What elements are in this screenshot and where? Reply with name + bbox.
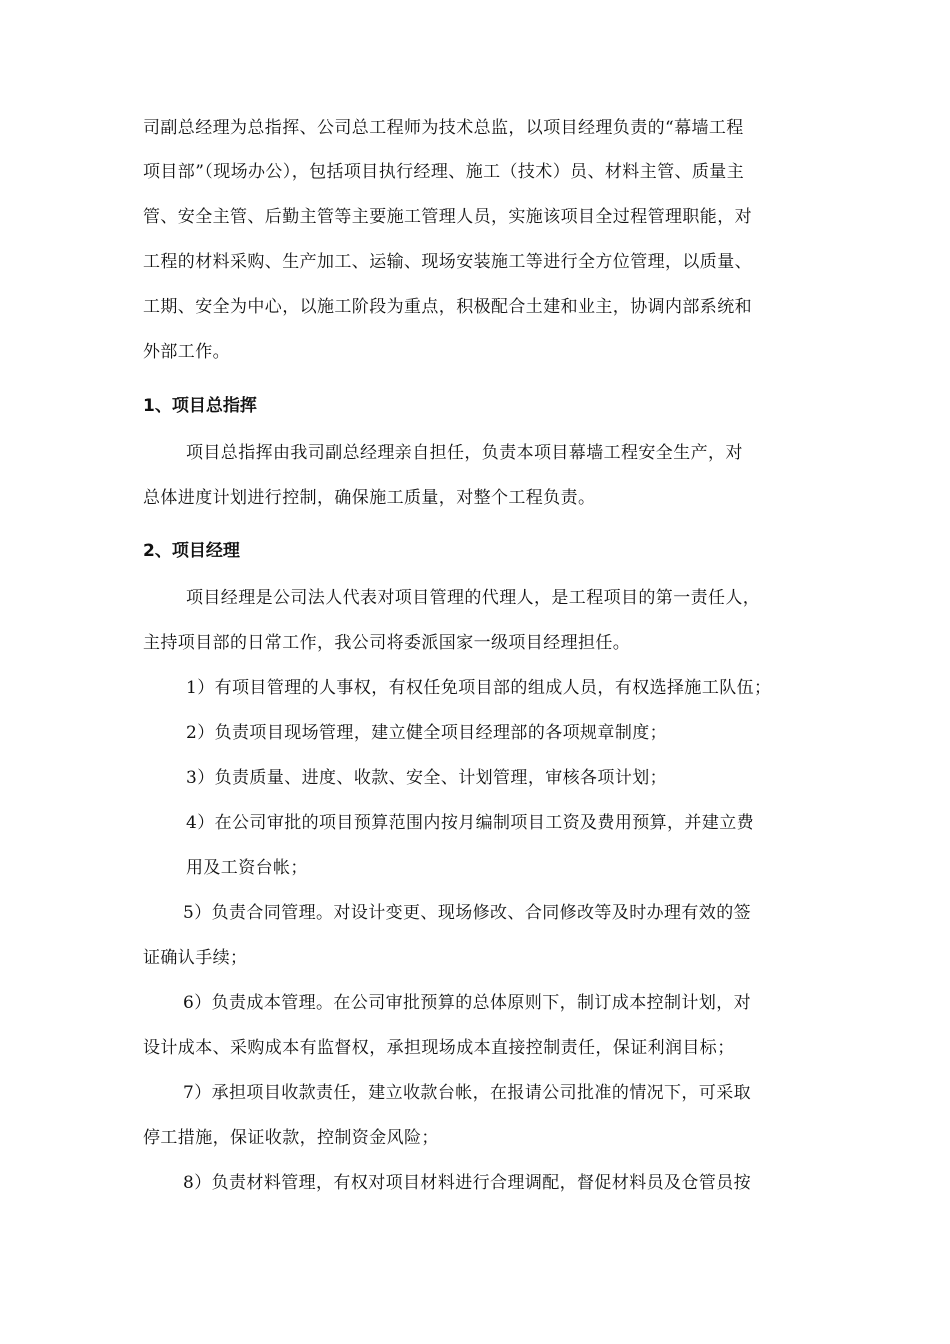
intro-line-1: 司副总经理为总指挥、公司总工程师为技术总监，以项目经理负责的“幕墙工程	[143, 118, 744, 138]
intro-line-4: 工程的材料采购、生产加工、运输、现场安装施工等进行全方位管理，以质量、	[143, 252, 752, 272]
list-item-2: 2）负责项目现场管理，建立健全项目经理部的各项规章制度；	[186, 723, 668, 743]
list-item-7: 7）承担项目收款责任，建立收款台帐，在报请公司批准的情况下，可采取	[183, 1083, 752, 1103]
list-item-4: 4）在公司审批的项目预算范围内按月编制项目工资及费用预算，并建立费	[186, 813, 755, 833]
section1-line-2: 总体进度计划进行控制，确保施工质量，对整个工程负责。	[143, 488, 596, 508]
list-item-1: 1）有项目管理的人事权，有权任免项目部的组成人员，有权选择施工队伍；	[186, 678, 772, 698]
list-item-8: 8）负责材料管理，有权对项目材料进行合理调配，督促材料员及仓管员按	[183, 1173, 752, 1193]
list-item-4-cont: 用及工资台帐；	[186, 858, 308, 878]
intro-line-5: 工期、安全为中心，以施工阶段为重点，积极配合土建和业主，协调内部系统和	[143, 297, 752, 317]
list-item-5: 5）负责合同管理。对设计变更、现场修改、合同修改等及时办理有效的签	[183, 903, 752, 923]
list-item-6: 6）负责成本管理。在公司审批预算的总体原则下，制订成本控制计划，对	[183, 993, 752, 1013]
section-heading-1: 1、项目总指挥	[143, 396, 257, 416]
intro-line-2: 项目部”（现场办公），包括项目执行经理、施工（技术）员、材料主管、质量主	[143, 162, 745, 182]
list-item-6-cont: 设计成本、采购成本有监督权，承担现场成本直接控制责任，保证利润目标；	[143, 1038, 735, 1058]
intro-line-6: 外部工作。	[143, 342, 230, 362]
list-item-7-cont: 停工措施，保证收款，控制资金风险；	[143, 1128, 439, 1148]
list-item-5-cont: 证确认手续；	[143, 948, 248, 968]
section-heading-2: 2、项目经理	[143, 541, 240, 561]
section2-line-2: 主持项目部的日常工作，我公司将委派国家一级项目经理担任。	[143, 633, 631, 653]
section1-line-1: 项目总指挥由我司副总经理亲自担任，负责本项目幕墙工程安全生产，对	[186, 443, 743, 463]
intro-line-3: 管、安全主管、后勤主管等主要施工管理人员，实施该项目全过程管理职能，对	[143, 207, 752, 227]
list-item-3: 3）负责质量、进度、收款、安全、计划管理，审核各项计划；	[186, 768, 668, 788]
section2-line-1: 项目经理是公司法人代表对项目管理的代理人，是工程项目的第一责任人，	[186, 588, 761, 608]
